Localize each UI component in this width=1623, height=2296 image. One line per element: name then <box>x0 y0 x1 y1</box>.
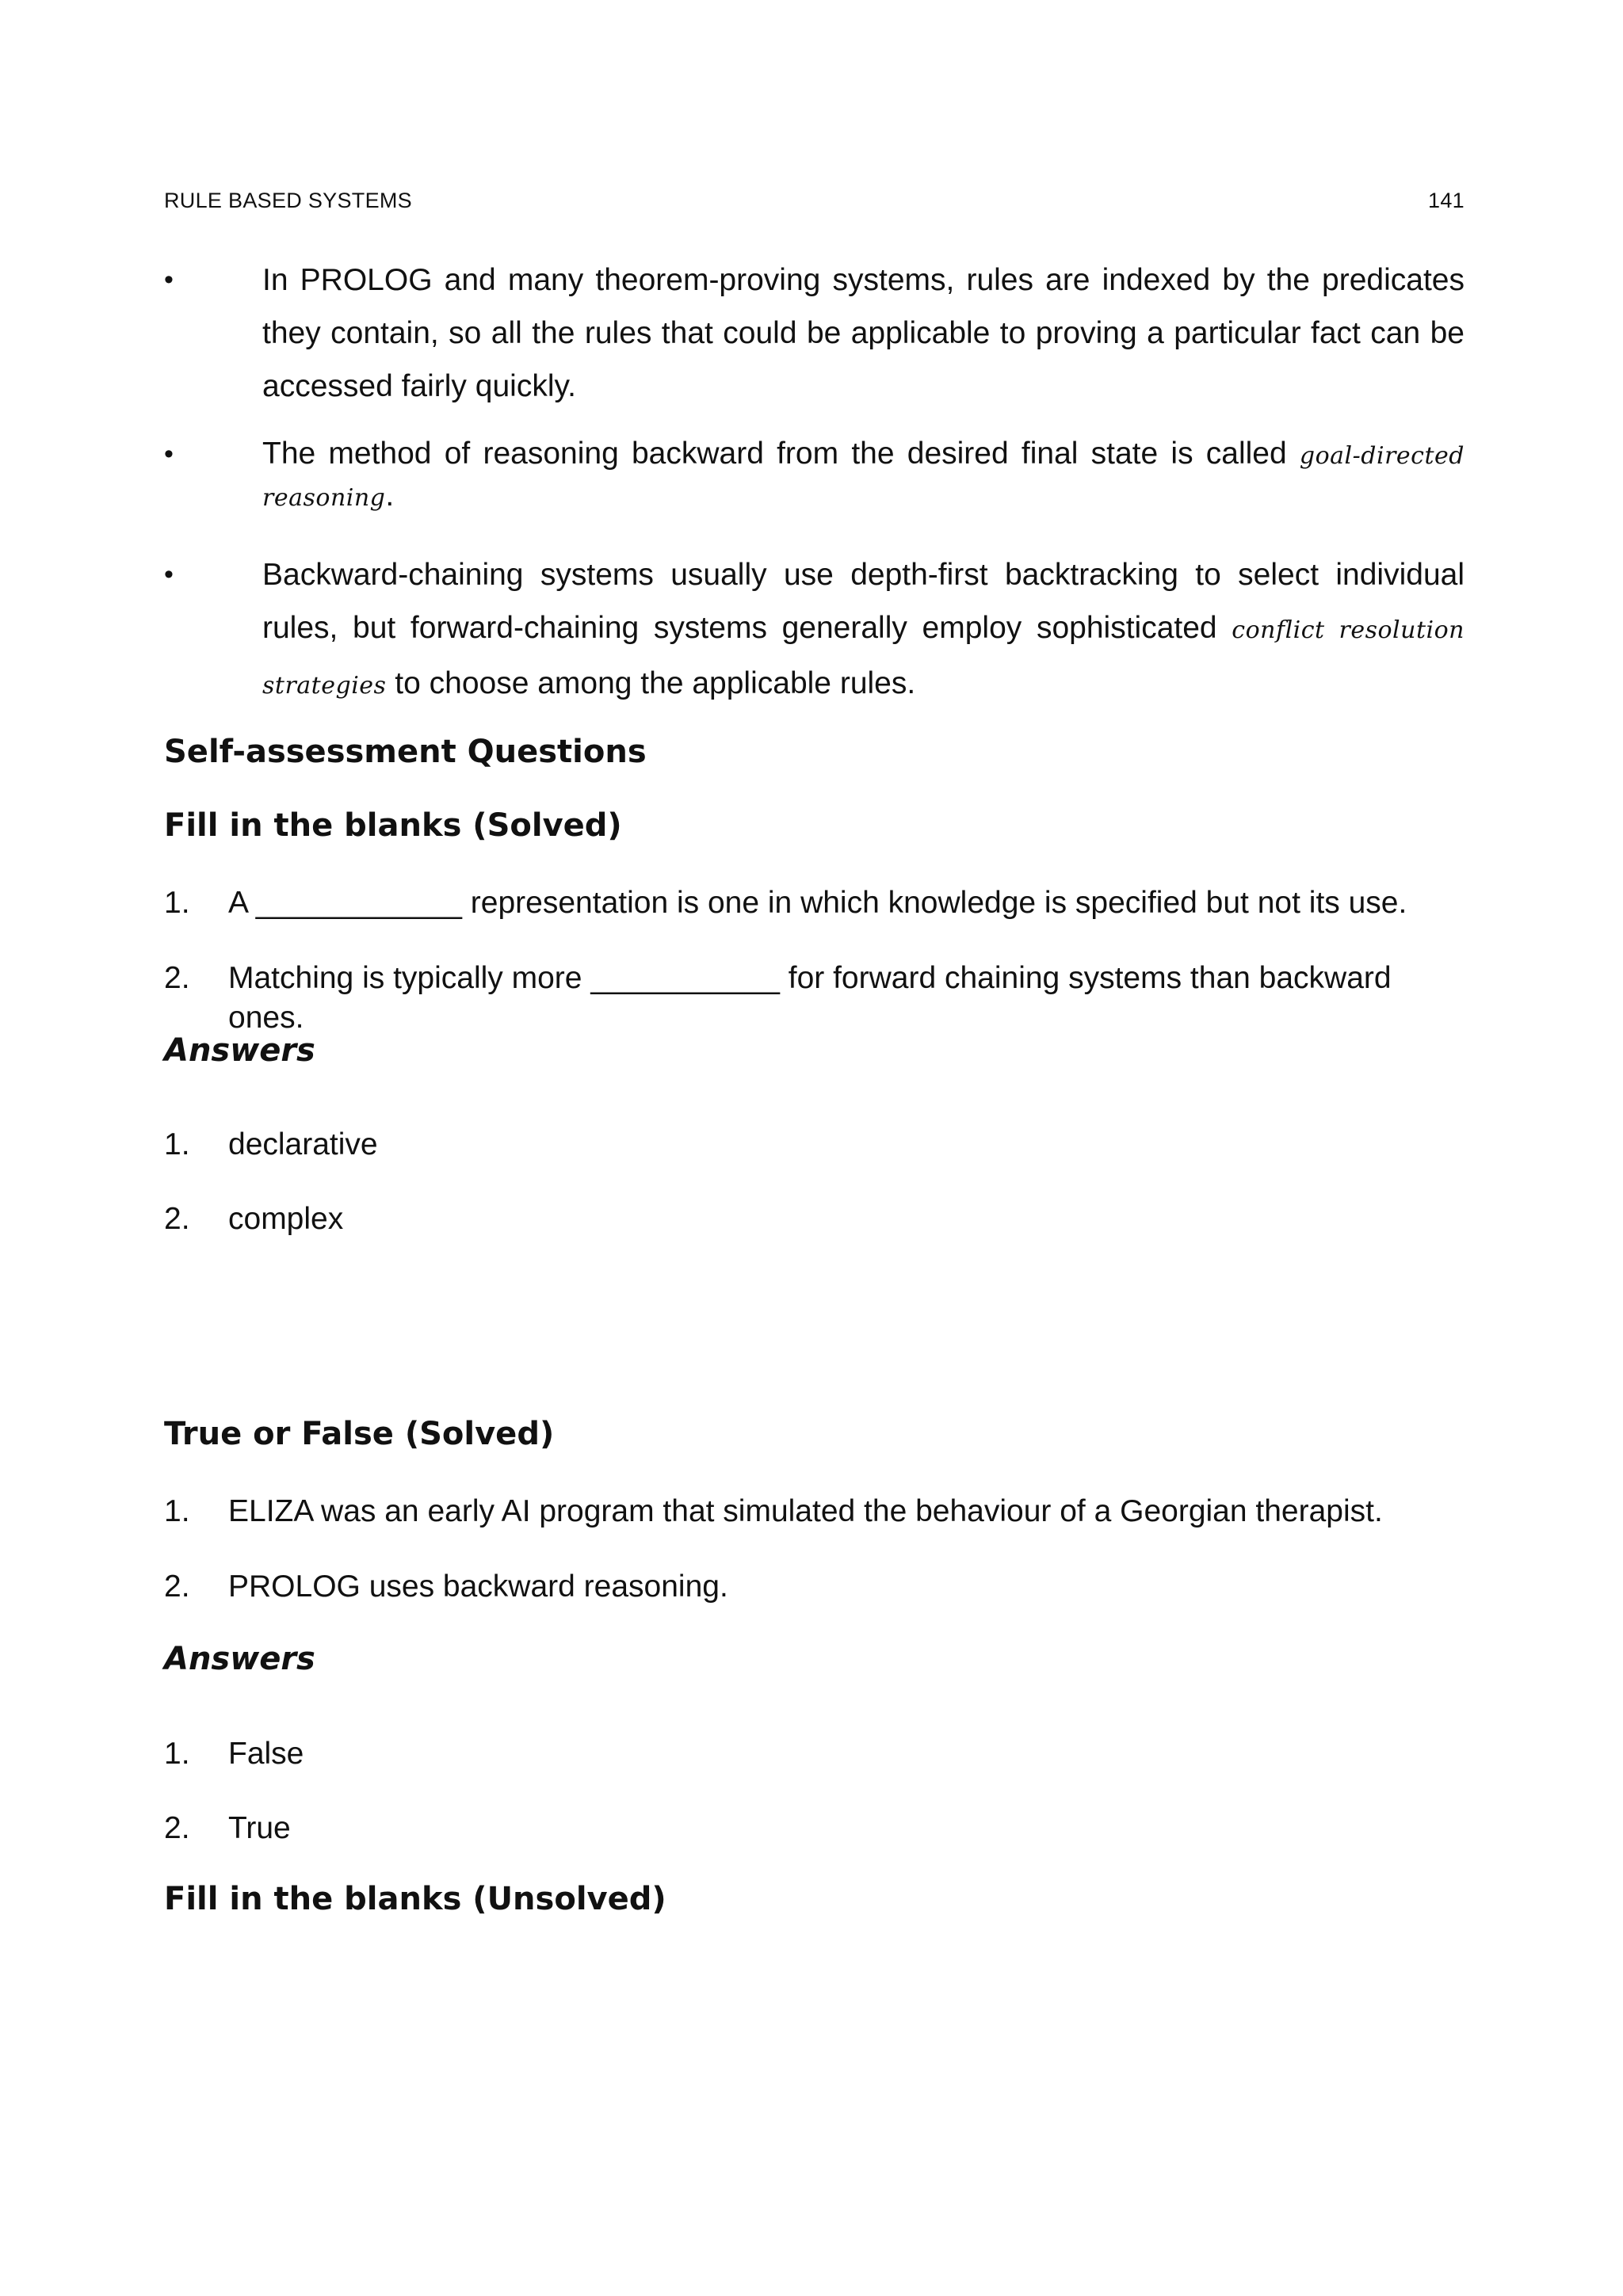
answer-text: True <box>228 1811 291 1845</box>
bullet-text-part: Backward-chaining systems usually use depth-first backtracking to select individual rules, but forward-chaining systems generally employ sophisticated <box>262 558 1465 645</box>
page-number: 141 <box>1428 189 1465 212</box>
answer-text: declarative <box>228 1127 378 1161</box>
bullet-text <box>262 434 1465 518</box>
answer-text: False <box>228 1737 304 1771</box>
emphasized-term: conflict resolution strategies <box>262 616 1465 700</box>
section-heading-self-assessment: Self-assessment Questions <box>164 734 647 770</box>
question-number: 2. <box>164 1569 190 1604</box>
answer-text: complex <box>228 1202 344 1236</box>
emphasized-term: goal-directed reasoning <box>262 442 1465 512</box>
bullet-text <box>262 548 1465 712</box>
section-heading-fill-solved: Fill in the blanks (Solved) <box>164 807 622 844</box>
question-text: PROLOG uses backward reasoning. <box>228 1569 728 1604</box>
answer-number: 2. <box>164 1811 190 1845</box>
answers-heading: Answers <box>164 1032 315 1069</box>
bullet-text: In PROLOG and many theorem-proving systems, rules are indexed by the predicates they contain, so all the rules that could be applicable to proving a particular fact can be accessed fairly quickly. <box>262 263 1465 403</box>
bullet-item <box>164 254 1465 413</box>
bullet-text-part: The method of reasoning backward from the desired final state is called <box>262 437 1300 471</box>
bullet-text-part: . <box>385 479 395 513</box>
question-text: ELIZA was an early AI program that simulated the behaviour of a Georgian therapist. <box>228 1494 1383 1528</box>
bullet-item <box>164 434 1465 529</box>
question-number: 1. <box>164 1494 190 1528</box>
bullet-icon: • <box>164 265 174 295</box>
question-text: Matching is typically more ___________ for forward chaining systems than backward ones. <box>228 961 1392 1035</box>
question-number: 1. <box>164 886 190 920</box>
bullet-icon: • <box>164 559 174 589</box>
answer-number: 1. <box>164 1737 190 1771</box>
question-text: A ____________ representation is one in which knowledge is specified but not its use. <box>228 886 1407 920</box>
running-header <box>164 189 1465 220</box>
answers-heading: Answers <box>164 1641 315 1677</box>
answer-number: 2. <box>164 1202 190 1236</box>
question-number: 2. <box>164 961 190 995</box>
section-heading-true-false: True or False (Solved) <box>164 1416 555 1452</box>
bullet-item <box>164 548 1465 707</box>
bullet-icon: • <box>164 439 174 469</box>
answer-number: 1. <box>164 1127 190 1161</box>
bullet-text-part: to choose among the applicable rules. <box>386 666 916 700</box>
header-title: RULE BASED SYSTEMS <box>164 189 412 212</box>
section-heading-fill-unsolved: Fill in the blanks (Unsolved) <box>164 1881 666 1917</box>
